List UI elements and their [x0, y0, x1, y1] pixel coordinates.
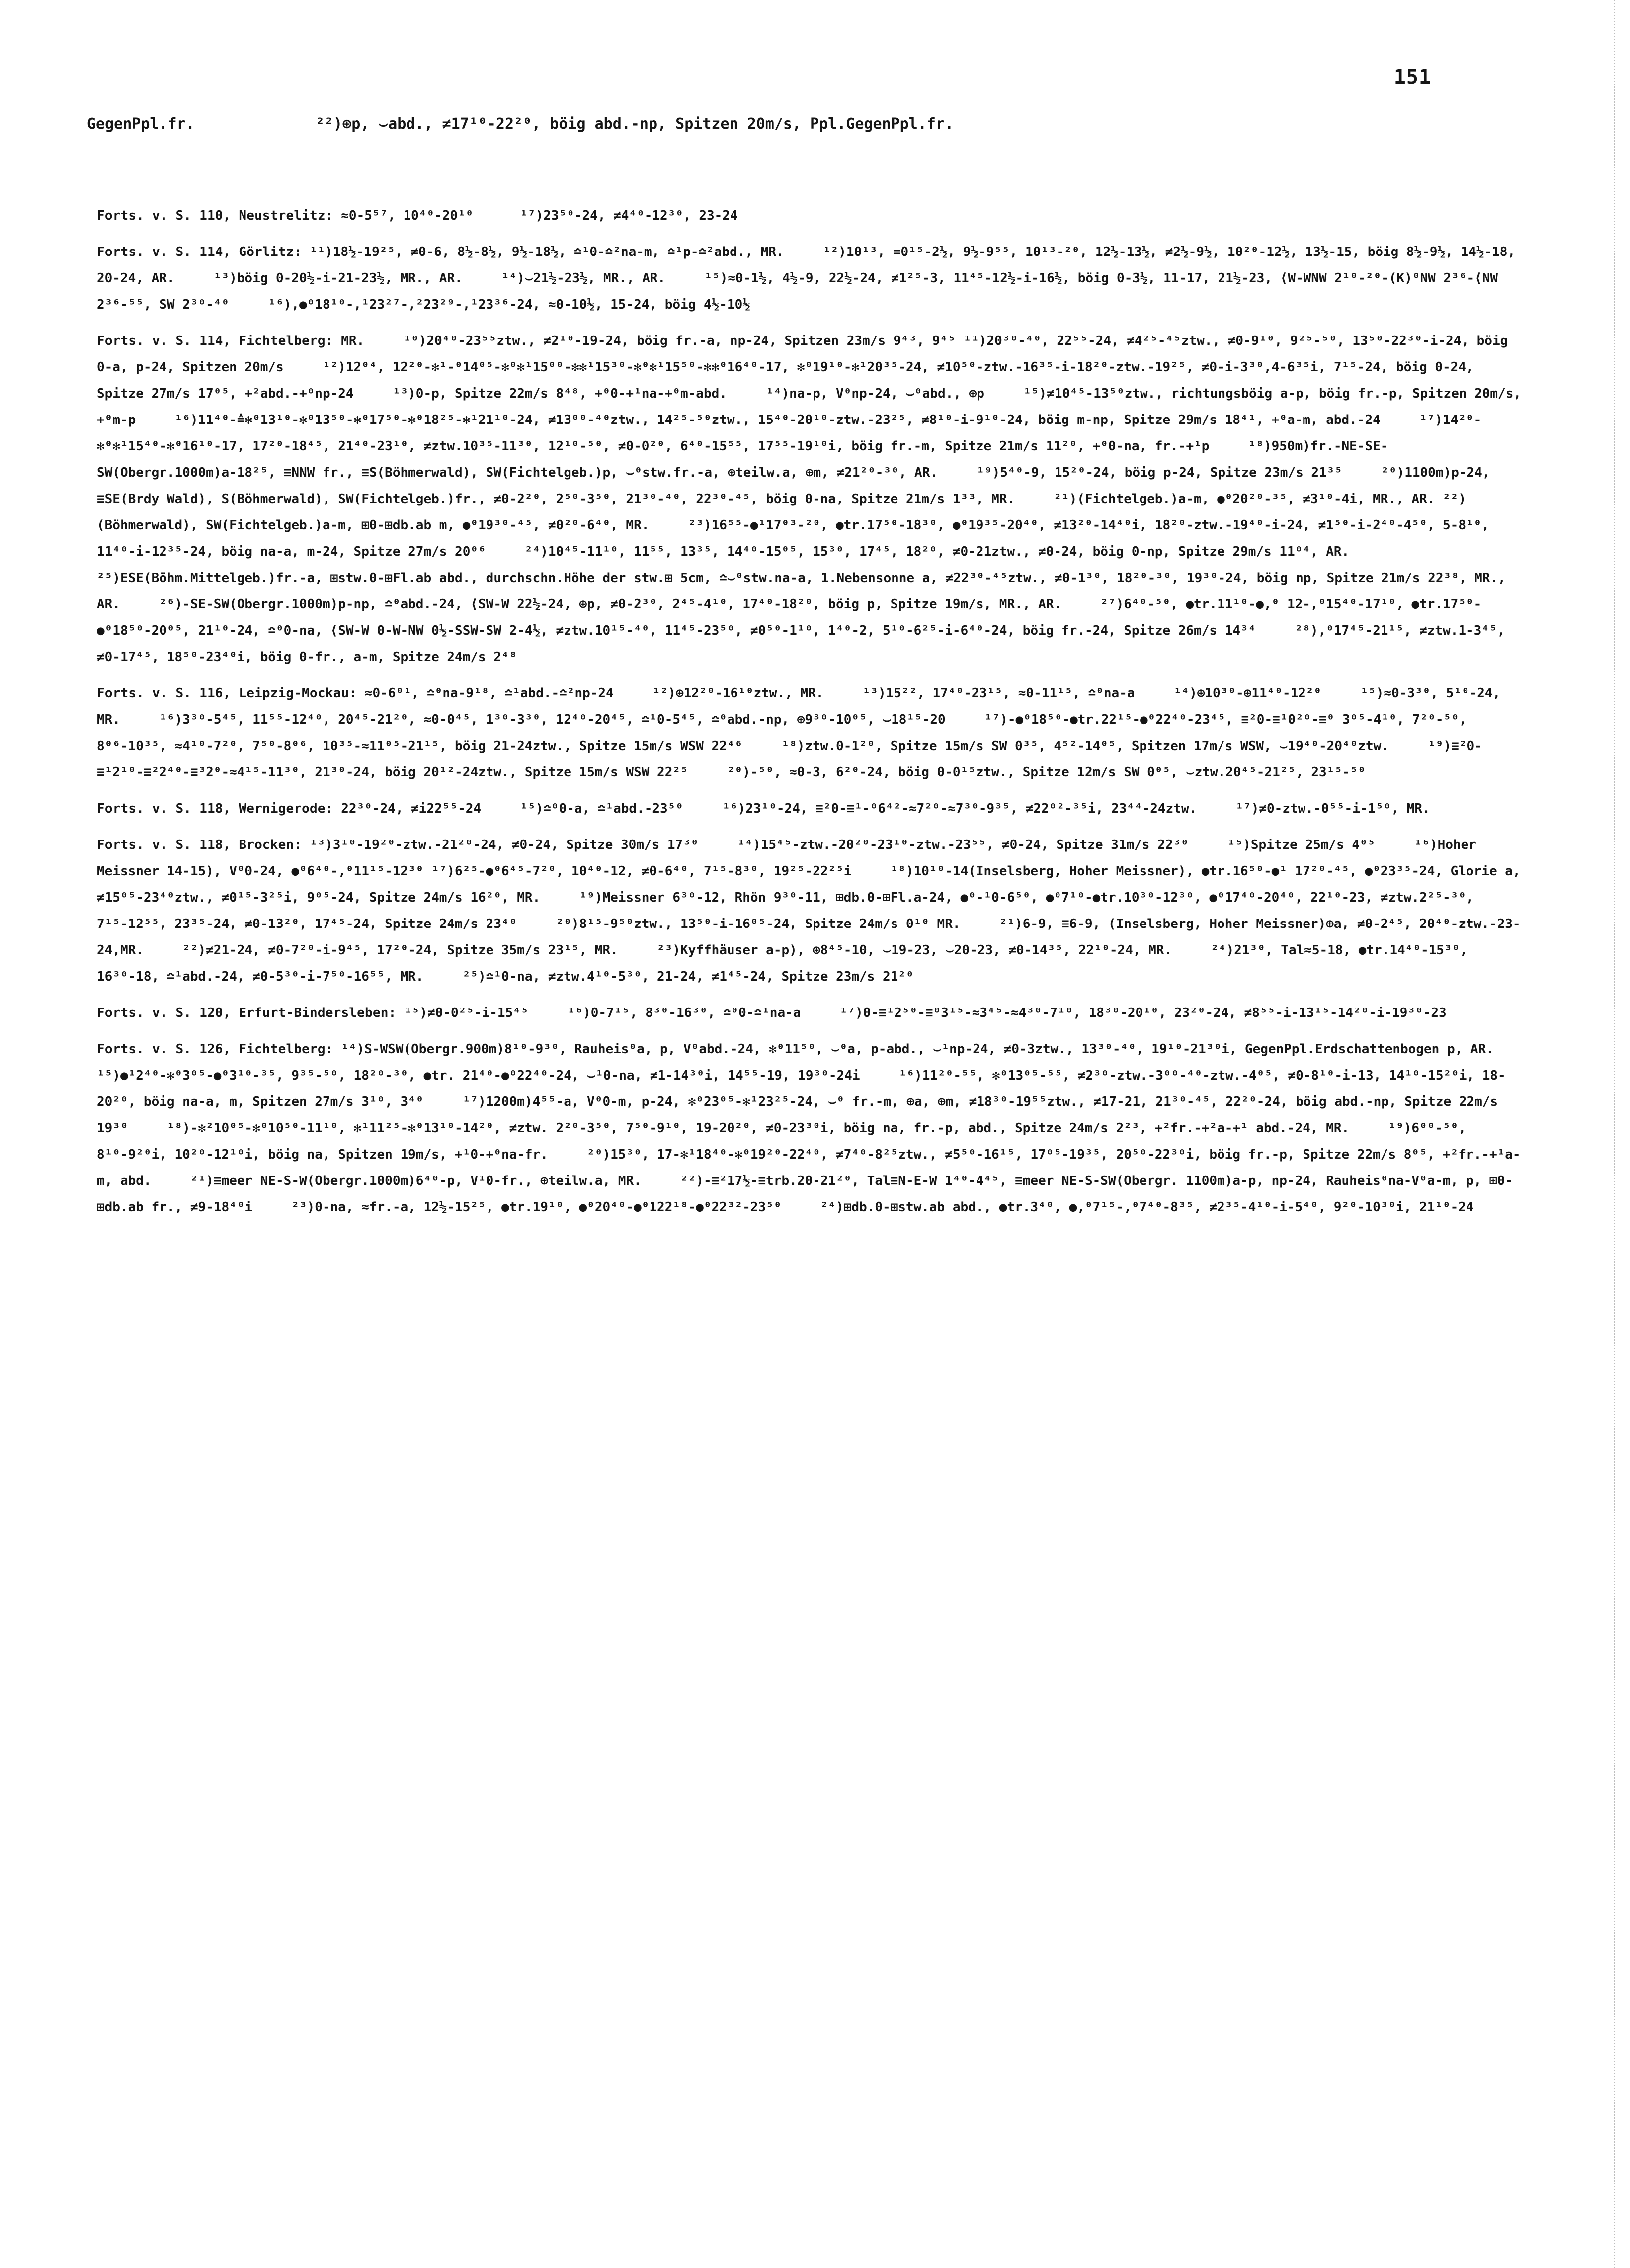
block-fichtelberg-114 [97, 328, 1529, 671]
block-text: ≈0-5⁵⁷, 10⁴⁰-20¹⁰ ¹⁷)23⁵⁰-24, ≠4⁴⁰-12³⁰, 23-24 [333, 208, 738, 223]
block-lead: Forts. v. S. 110, Neustrelitz: [97, 208, 333, 223]
block-text: ¹¹)18½-19²⁵, ≠0-6, 8½-8½, 9½-18½, ≏¹0-≏²na-m, ≏¹p-≏²abd., MR. ¹²)10¹³, =0¹⁵-2½, 9½-9⁵⁵, 10¹³-²⁰, 12½-13½, ≠2½-9½, 10²⁰-12½, 13½-15, böig 8½-9½, 14½-18, 20-24, AR. ¹³)böig 0-20½-i-21-23½, MR., AR. ¹⁴)⌣21½-23½, MR., AR. ¹⁵)≈0-1½, 4½-9, 22½-24, ≠1²⁵-3, 11⁴⁵-12½-i-16½, böig 0-3½, 11-17, 21½-23, ⟨W-WNW 2¹⁰-²⁰-(K)⁰NW 2³⁶-⟨NW 2³⁶-⁵⁵, SW 2³⁰-⁴⁰ ¹⁶),●⁰18¹⁰-,¹23²⁷-,²23²⁹-,¹23³⁶-24, ≈0-10½, 15-24, böig 4½-10½ [97, 245, 1523, 312]
block-lead: Forts. v. S. 114, Fichtelberg: [97, 334, 333, 348]
margin-rule [1614, 0, 1615, 2268]
block-leipzig-mockau [97, 680, 1523, 786]
footnote-blocks [97, 203, 1533, 1231]
block-lead: Forts. v. S. 120, Erfurt-Bindersleben: [97, 1006, 397, 1020]
block-text: ¹³)3¹⁰-19²⁰-ztw.-21²⁰-24, ≠0-24, Spitze 30m/s 17³⁰ ¹⁴)15⁴⁵-ztw.-20²⁰-23¹⁰-ztw.-23⁵⁵, ≠0-24, Spitze 31m/s 22³⁰ ¹⁵)Spitze 25m/s 4⁰⁵ ¹⁶)Hoher Meissner 14-15), V⁰0-24, ●⁰6⁴⁰-,⁰11¹⁵-12³⁰ ¹⁷)6²⁵-●⁰6⁴⁵-7²⁰, 10⁴⁰-12, ≠0-6⁴⁰, 7¹⁵-8³⁰, 19²⁵-22²⁵i ¹⁸)10¹⁰-14(Inselsberg, Hoher Meissner), ●tr.16⁵⁰-●¹ 17²⁰-⁴⁵, ●⁰23³⁵-24, Glorie a, ≠15⁰⁵-23⁴⁰ztw., ≠0¹⁵-3²⁵i, 9⁰⁵-24, Spitze 24m/s 16²⁰, MR. ¹⁹)Meissner 6³⁰-12, Rhön 9³⁰-11, ⊞db.0-⊞Fl.a-24, ●⁰-¹0-6⁵⁰, ●⁰7¹⁰-●tr.10³⁰-12³⁰, ●⁰17⁴⁰-20⁴⁰, 22¹⁰-23, ≠ztw.2²⁵-³⁰, 7¹⁵-12⁵⁵, 23³⁵-24, ≠0-13²⁰, 17⁴⁵-24, Spitze 24m/s 23⁴⁰ ²⁰)8¹⁵-9⁵⁰ztw., 13⁵⁰-i-16⁰⁵-24, Spitze 24m/s 0¹⁰ MR. ²¹)6-9, ≡6-9, (Inselsberg, Hoher Meissner)⊕a, ≠0-2⁴⁵, 20⁴⁰-ztw.-23-24,MR. ²²)≠21-24, ≠0-7²⁰-i-9⁴⁵, 17²⁰-24, Spitze 35m/s 23¹⁵, MR. ²³)Kyffhäuser a-p), ⊕8⁴⁵-10, ⌣19-23, ⌣20-23, ≠0-14³⁵, 22¹⁰-24, MR. ²⁴)21³⁰, Tal≈5-18, ●tr.14⁴⁰-15³⁰, 16³⁰-18, ≏¹abd.-24, ≠0-5³⁰-i-7⁵⁰-16⁵⁵, MR. ²⁵)≏¹0-na, ≠ztw.4¹⁰-5³⁰, 21-24, ≠1⁴⁵-24, Spitze 23m/s 21²⁰ [97, 838, 1529, 984]
block-lead: Forts. v. S. 118, Brocken: [97, 838, 302, 852]
block-text: ¹⁴)S-WSW(Obergr.900m)8¹⁰-9³⁰, Rauheis⁰a, p, V⁰abd.-24, ✻⁰11⁵⁰, ⌣⁰a, p-abd., ⌣¹np-24, ≠0-3ztw., 13³⁰-⁴⁰, 19¹⁰-21³⁰i, GegenPpl.Erdschattenbogen p, AR. ¹⁵)●¹2⁴⁰-✻⁰3⁰⁵-●⁰3¹⁰-³⁵, 9³⁵-⁵⁰, 18²⁰-³⁰, ●tr. 21⁴⁰-●⁰22⁴⁰-24, ⌣¹0-na, ≠1-14³⁰i, 14⁵⁵-19, 19³⁰-24i ¹⁶)11²⁰-⁵⁵, ✻⁰13⁰⁵-⁵⁵, ≠2³⁰-ztw.-3⁰⁰-⁴⁰-ztw.-4⁰⁵, ≠0-8¹⁰-i-13, 14¹⁰-15²⁰i, 18-20²⁰, böig na-a, m, Spitzen 27m/s 3¹⁰, 3⁴⁰ ¹⁷)1200m)4⁵⁵-a, V⁰0-m, p-24, ✻⁰23⁰⁵-✻¹23²⁵-24, ⌣⁰ fr.-m, ⊕a, ⊕m, ≠18³⁰-19⁵⁵ztw., ≠17-21, 21³⁰-⁴⁵, 22²⁰-24, böig abd.-np, Spitze 22m/s 19³⁰ ¹⁸)-✻²10⁰⁵-✻⁰10⁵⁰-11¹⁰, ✻¹11²⁵-✻⁰13¹⁰-14²⁰, ≠ztw. 2²⁰-3⁵⁰, 7⁵⁰-9¹⁰, 19-20²⁰, ≠0-23³⁰i, böig na, fr.-p, abd., Spitze 24m/s 2²³, +²fr.-+²a-+¹ abd.-24, MR. ¹⁹)6⁰⁰-⁵⁰, 8¹⁰-9²⁰i, 10²⁰-12¹⁰i, böig na, Spitzen 19m/s, +¹0-+⁰na-fr. ²⁰)15³⁰, 17-✻¹18⁴⁰-✻⁰19²⁰-22⁴⁰, ≠7⁴⁰-8²⁵ztw., ≠5⁵⁰-16¹⁵, 17⁰⁵-19³⁵, 20⁵⁰-22³⁰i, böig fr.-p, Spitze 22m/s 8⁰⁵, +²fr.-+¹a-m, abd. ²¹)≡meer NE-S-W(Obergr.1000m)6⁴⁰-p, V¹0-fr., ⊕teilw.a, MR. ²²)-≡²17½-≡trb.20-21²⁰, Tal≡N-E-W 1⁴⁰-4⁴⁵, ≡meer NE-S-SW(Obergr. 1100m)a-p, np-24, Rauheis⁰na-V⁰a-m, p, ⊞0-⊞db.ab fr., ≠9-18⁴⁰i ²³)0-na, ≈fr.-a, 12½-15²⁵, ●tr.19¹⁰, ●⁰20⁴⁰-●⁰122¹⁸-●⁰22³²-23⁵⁰ ²⁴)⊞db.0-⊞stw.ab abd., ●tr.3⁴⁰, ●,⁰7¹⁵-,⁰7⁴⁰-8³⁵, ≠2³⁵-4¹⁰-i-5⁴⁰, 9²⁰-10³⁰i, 21¹⁰-24 [97, 1042, 1533, 1215]
block-wernigerode [97, 796, 1523, 822]
block-lead: Forts. v. S. 118, Wernigerode: [97, 801, 333, 816]
block-lead: Forts. v. S. 116, Leipzig-Mockau: [97, 686, 357, 701]
block-erfurt-bindersleben [97, 1000, 1523, 1026]
header-text: ²²)⊕p, ⌣abd., ≠17¹⁰-22²⁰, böig abd.-np, Spitzen 20m/s, Ppl.GegenPpl.fr. [316, 115, 954, 133]
block-text: ¹⁵)≠0-0²⁵-i-15⁴⁵ ¹⁶)0-7¹⁵, 8³⁰-16³⁰, ≏⁰0-≏¹na-a ¹⁷)0-≡¹2⁵⁰-≡⁰3¹⁵-≈3⁴⁵-≈4³⁰-7¹⁰, 18³⁰-20¹⁰, 23²⁰-24, ≠8⁵⁵-i-13¹⁵-14²⁰-i-19³⁰-23 [396, 1006, 1447, 1020]
block-brocken [97, 832, 1529, 990]
block-text: MR. ¹⁰)20⁴⁰-23⁵⁵ztw., ≠2¹⁰-19-24, böig fr.-a, np-24, Spitzen 23m/s 9⁴³, 9⁴⁵ ¹¹)20³⁰-⁴⁰, 22⁵⁵-24, ≠4²⁵-⁴⁵ztw., ≠0-9¹⁰, 9²⁵-⁵⁰, 13⁵⁰-22³⁰-i-24, böig 0-a, p-24, Spitzen 20m/s ¹²)12⁰⁴, 12²⁰-✻¹-⁰14⁰⁵-✻⁰✻¹15⁰⁰-✻✻¹15³⁰-✻⁰✻¹15⁵⁰-✻✻⁰16⁴⁰-17, ✻⁰19¹⁰-✻¹20³⁵-24, ≠10⁵⁰-ztw.-16³⁵-i-18²⁰-ztw.-19²⁵, ≠0-i-3³⁰,4-6³⁵i, 7¹⁵-24, böig 0-24, Spitze 27m/s 17⁰⁵, +²abd.-+⁰np-24 ¹³)0-p, Spitze 22m/s 8⁴⁸, +⁰0-+¹na-+⁰m-abd. ¹⁴)na-p, V⁰np-24, ⌣⁰abd., ⊕p ¹⁵)≠10⁴⁵-13⁵⁰ztw., richtungsböig a-p, böig fr.-p, Spitzen 20m/s, +⁰m-p ¹⁶)11⁴⁰-≙✻⁰13¹⁰-✻⁰13⁵⁰-✻⁰17⁵⁰-✻⁰18²⁵-✻¹21¹⁰-24, ≠13⁰⁰-⁴⁰ztw., 14²⁵-⁵⁰ztw., 15⁴⁰-20¹⁰-ztw.-23²⁵, ≠8¹⁰-i-9¹⁰-24, böig m-np, Spitze 29m/s 18⁴¹, +⁰a-m, abd.-24 ¹⁷)14²⁰-✻⁰✻¹15⁴⁰-✻⁰16¹⁰-17, 17²⁰-18⁴⁵, 21⁴⁰-23¹⁰, ≠ztw.10³⁵-11³⁰, 12¹⁰-⁵⁰, ≠0-0²⁰, 6⁴⁰-15⁵⁵, 17⁵⁵-19¹⁰i, böig fr.-m, Spitze 21m/s 11²⁰, +⁰0-na, fr.-+¹p ¹⁸)950m)fr.-NE-SE-SW(Obergr.1000m)a-18²⁵, ≡NNW fr., ≡S(Böhmerwald), SW(Fichtelgeb.)p, ⌣⁰stw.fr.-a, ⊕teilw.a, ⊕m, ≠21²⁰-³⁰, AR. ¹⁹)5⁴⁰-9, 15²⁰-24, böig p-24, Spitze 23m/s 21³⁵ ²⁰)1100m)p-24, ≡SE(Brdy Wald), S(Böhmerwald), SW(Fichtelgeb.)fr., ≠0-2²⁰, 2⁵⁰-3⁵⁰, 21³⁰-⁴⁰, 22³⁰-⁴⁵, böig 0-na, Spitze 21m/s 1³³, MR. ²¹)(Fichtelgeb.)a-m, ●⁰20²⁰-³⁵, ≠3¹⁰-4i, MR., AR. ²²)(Böhmerwald), SW(Fichtelgeb.)a-m, ⊞0-⊞db.ab m, ●⁰19³⁰-⁴⁵, ≠0²⁰-6⁴⁰, MR. ²³)16⁵⁵-●¹17⁰³-²⁰, ●tr.17⁵⁰-18³⁰, ●⁰19³⁵-20⁴⁰, ≠13²⁰-14⁴⁰i, 18²⁰-ztw.-19⁴⁰-i-24, ≠1⁵⁰-i-2⁴⁰-4⁵⁰, 5-8¹⁰, 11⁴⁰-i-12³⁵-24, böig na-a, m-24, Spitze 27m/s 20⁰⁶ ²⁴)10⁴⁵-11¹⁰, 11⁵⁵, 13³⁵, 14⁴⁰-15⁰⁵, 15³⁰, 17⁴⁵, 18²⁰, ≠0-21ztw., ≠0-24, böig 0-np, Spitze 29m/s 11⁰⁴, AR. ²⁵)ESE(Böhm.Mittelgeb.)fr.-a, ⊞stw.0-⊞Fl.ab abd., durchschn.Höhe der stw.⊞ 5cm, ≏⌣⁰stw.na-a, 1.Nebensonne a, ≠22³⁰-⁴⁵ztw., ≠0-1³⁰, 18²⁰-³⁰, 19³⁰-24, böig np, Spitze 21m/s 22³⁸, MR., AR. ²⁶)-SE-SW(Obergr.1000m)p-np, ≏⁰abd.-24, ⟨SW-W 22½-24, ⊕p, ≠0-2³⁰, 2⁴⁵-4¹⁰, 17⁴⁰-18²⁰, böig p, Spitze 19m/s, MR., AR. ²⁷)6⁴⁰-⁵⁰, ●tr.11¹⁰-●,⁰ 12-,⁰15⁴⁰-17¹⁰, ●tr.17⁵⁰-●⁰18⁵⁰-20⁰⁵, 21¹⁰-24, ≏⁰0-na, ⟨SW-W 0-W-NW 0½-SSW-SW 2-4½, ≠ztw.10¹⁵-⁴⁰, 11⁴⁵-23⁵⁰, ≠0⁵⁰-1¹⁰, 1⁴⁰-2, 5¹⁰-6²⁵-i-6⁴⁰-24, böig fr.-24, Spitze 26m/s 14³⁴ ²⁸),⁰17⁴⁵-21¹⁵, ≠ztw.1-3⁴⁵, ≠0-17⁴⁵, 18⁵⁰-23⁴⁰i, böig 0-fr., a-m, Spitze 24m/s 2⁴⁸ [97, 334, 1529, 665]
block-lead: Forts. v. S. 114, Görlitz: [97, 245, 302, 259]
header-footnote [87, 115, 1553, 133]
block-fichtelberg-126 [97, 1036, 1533, 1221]
block-lead: Forts. v. S. 126, Fichtelberg: [97, 1042, 333, 1057]
block-text: 22³⁰-24, ≠i22⁵⁵-24 ¹⁵)≏⁰0-a, ≏¹abd.-23⁵⁰ ¹⁶)23¹⁰-24, ≡²0-≡¹-⁰6⁴²-≈7²⁰-≈7³⁰-9³⁵, ≠22⁰²-³⁵i, 23⁴⁴-24ztw. ¹⁷)≠0-ztw.-0⁵⁵-i-1⁵⁰, MR. [333, 801, 1430, 816]
block-text: ≈0-6⁰¹, ≏⁰na-9¹⁸, ≏¹abd.-≏²np-24 ¹²)⊕12²⁰-16¹⁰ztw., MR. ¹³)15²², 17⁴⁰-23¹⁵, ≈0-11¹⁵, ≏⁰na-a ¹⁴)⊕10³⁰-⊕11⁴⁰-12²⁰ ¹⁵)≈0-3³⁰, 5¹⁰-24, MR. ¹⁶)3³⁰-5⁴⁵, 11⁵⁵-12⁴⁰, 20⁴⁵-21²⁰, ≈0-0⁴⁵, 1³⁰-3³⁰, 12⁴⁰-20⁴⁵, ≏¹0-5⁴⁵, ≏⁰abd.-np, ⊕9³⁰-10⁰⁵, ⌣18¹⁵-20 ¹⁷)-●⁰18⁵⁰-●tr.22¹⁵-●⁰22⁴⁰-23⁴⁵, ≡²0-≡¹0²⁰-≡⁰ 3⁰⁵-4¹⁰, 7²⁰-⁵⁰, 8⁰⁶-10³⁵, ≈4¹⁰-7²⁰, 7⁵⁰-8⁰⁶, 10³⁵-≈11⁰⁵-21¹⁵, böig 21-24ztw., Spitze 15m/s WSW 22⁴⁶ ¹⁸)ztw.0-1²⁰, Spitze 15m/s SW 0³⁵, 4⁵²-14⁰⁵, Spitzen 17m/s WSW, ⌣19⁴⁰-20⁴⁰ztw. ¹⁹)≡²0-≡¹2¹⁰-≡²2⁴⁰-≡³2⁰-≈4¹⁵-11³⁰, 21³⁰-24, böig 20¹²-24ztw., Spitze 15m/s WSW 22²⁵ ²⁰)-⁵⁰, ≈0-3, 6²⁰-24, böig 0-0¹⁵ztw., Spitze 12m/s SW 0⁰⁵, ⌣ztw.20⁴⁵-21²⁵, 23¹⁵-⁵⁰ [97, 686, 1508, 780]
header-label: GegenPpl.fr. [87, 115, 195, 133]
block-goerlitz [97, 239, 1523, 318]
block-neustrelitz [97, 203, 1523, 229]
page-number: 151 [1393, 66, 1431, 88]
